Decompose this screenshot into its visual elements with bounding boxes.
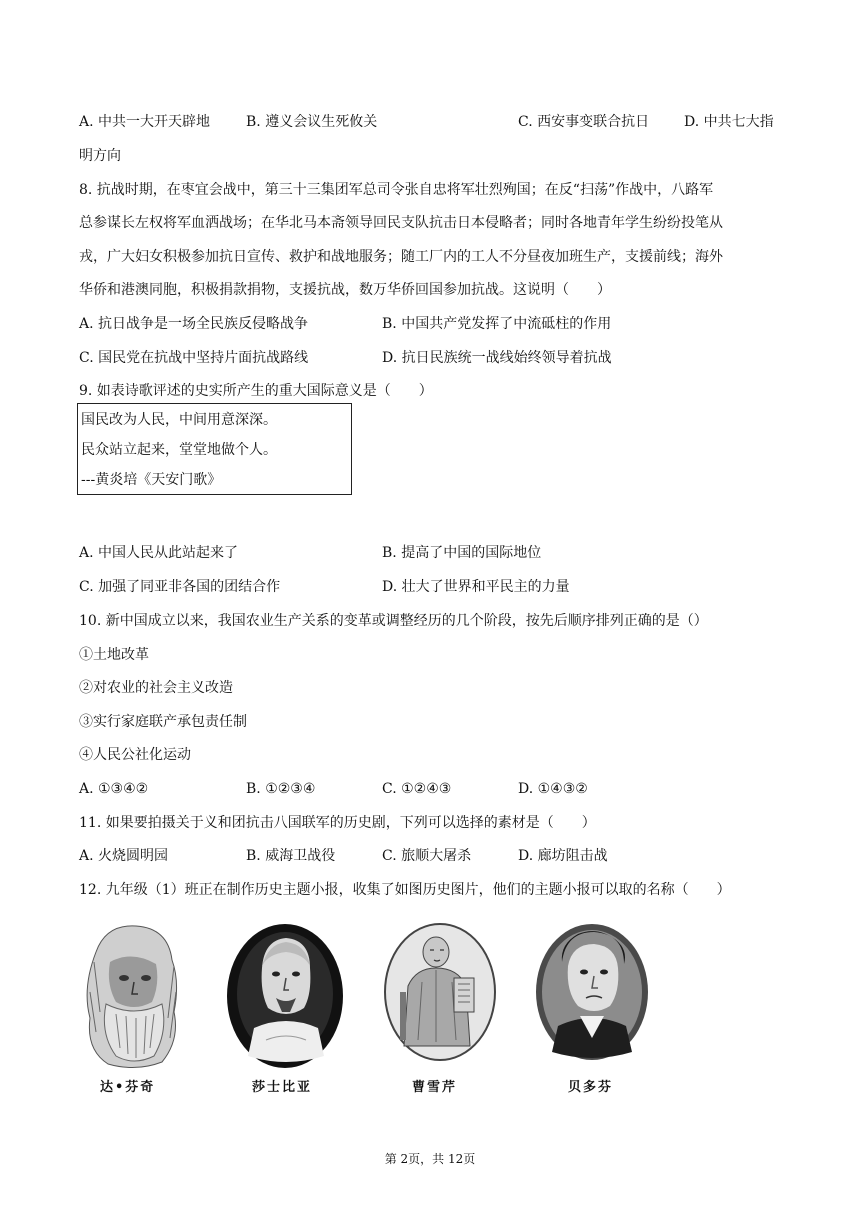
- q10-option-b: B. ①②③④: [246, 781, 316, 797]
- portrait-cao-xueqin: [382, 922, 498, 1066]
- q8-option-c: C. 国民党在抗战中坚持片面抗战路线: [79, 350, 309, 366]
- q8-option-d: D. 抗日民族统一战线始终领导着抗战: [382, 350, 612, 366]
- q9-option-b: B. 提高了中国的国际地位: [382, 545, 542, 561]
- q11-option-a: A. 火烧圆明园: [79, 848, 169, 864]
- q10-item: ③实行家庭联产承包责任制: [79, 714, 247, 730]
- q8-option-b: B. 中国共产党发挥了中流砥柱的作用: [382, 316, 612, 332]
- q10-stem: 10. 新中国成立以来，我国农业生产关系的变革或调整经历的几个阶段，按先后顺序排列正确的是（）: [79, 613, 708, 629]
- q9-option-d: D. 壮大了世界和平民主的力量: [382, 579, 570, 595]
- caption-beethoven: 贝多芬: [568, 1080, 614, 1095]
- q7-option-b: B. 遵义会议生死攸关: [246, 114, 378, 130]
- q8-stem-line: 总参谋长左权将军血洒战场；在华北马本斋领导回民支队抗击日本侵略者；同时各地青年学生纷纷投笔从: [79, 215, 723, 231]
- q11-stem: 11. 如果要拍摄关于义和团抗击八国联军的历史剧，下列可以选择的素材是（ ）: [79, 815, 596, 831]
- q8-option-a: A. 抗日战争是一场全民族反侵略战争: [79, 316, 309, 332]
- q10-option-d: D. ①④③②: [518, 781, 588, 797]
- q10-option-a: A. ①③④②: [79, 781, 149, 797]
- q11-option-b: B. 威海卫战役: [246, 848, 336, 864]
- q10-item: ①土地改革: [79, 647, 149, 663]
- portrait-shakespeare: [224, 922, 346, 1074]
- q7-option-a: A. 中共一大开天辟地: [79, 114, 211, 130]
- q7-option-c: C. 西安事变联合抗日: [518, 114, 650, 130]
- page-footer: 第 2页，共 12页: [384, 1152, 476, 1166]
- q7-option-d-continued: 明方向: [79, 148, 121, 164]
- q9-option-a: A. 中国人民从此站起来了: [79, 545, 239, 561]
- poem-line: 民众站立起来，堂堂地做个人。: [81, 442, 277, 458]
- caption-shakespeare: 莎士比亚: [252, 1080, 313, 1095]
- q8-stem-line: 戎，广大妇女积极参加抗日宣传、救护和战地服务；随工厂内的工人不分昼夜加班生产，支援前线；海外: [79, 249, 723, 265]
- poem-attribution: ---黄炎培《天安门歌》: [81, 472, 222, 488]
- q12-stem: 12. 九年级（1）班正在制作历史主题小报，收集了如图历史图片，他们的主题小报可以取的名称（ ）: [79, 882, 731, 898]
- poem-line: 国民改为人民，中间用意深深。: [81, 412, 277, 428]
- q10-item: ②对农业的社会主义改造: [79, 680, 233, 696]
- q10-item: ④人民公社化运动: [79, 747, 191, 763]
- caption-da-vinci: 达•芬奇: [100, 1080, 156, 1095]
- portrait-da-vinci: [76, 922, 188, 1074]
- caption-cao-xueqin: 曹雪芹: [412, 1080, 458, 1095]
- portrait-beethoven: [532, 922, 652, 1068]
- q11-option-c: C. 旅顺大屠杀: [382, 848, 472, 864]
- q7-option-d: D. 中共七大指: [684, 114, 774, 130]
- q8-stem-line: 华侨和港澳同胞，积极捐款捐物，支援抗战，数万华侨回国参加抗战。这说明（ ）: [79, 282, 611, 298]
- q8-stem-line: 8. 抗战时期，在枣宜会战中，第三十三集团军总司令张自忠将军壮烈殉国；在反“扫荡”作战中，八路军: [79, 182, 714, 198]
- q9-option-c: C. 加强了同亚非各国的团结合作: [79, 579, 281, 595]
- q11-option-d: D. 廊坊阻击战: [518, 848, 608, 864]
- q9-stem: 9. 如表诗歌评述的史实所产生的重大国际意义是（ ）: [79, 383, 433, 399]
- q10-option-c: C. ①②④③: [382, 781, 452, 797]
- q9-poem-box: [77, 403, 352, 495]
